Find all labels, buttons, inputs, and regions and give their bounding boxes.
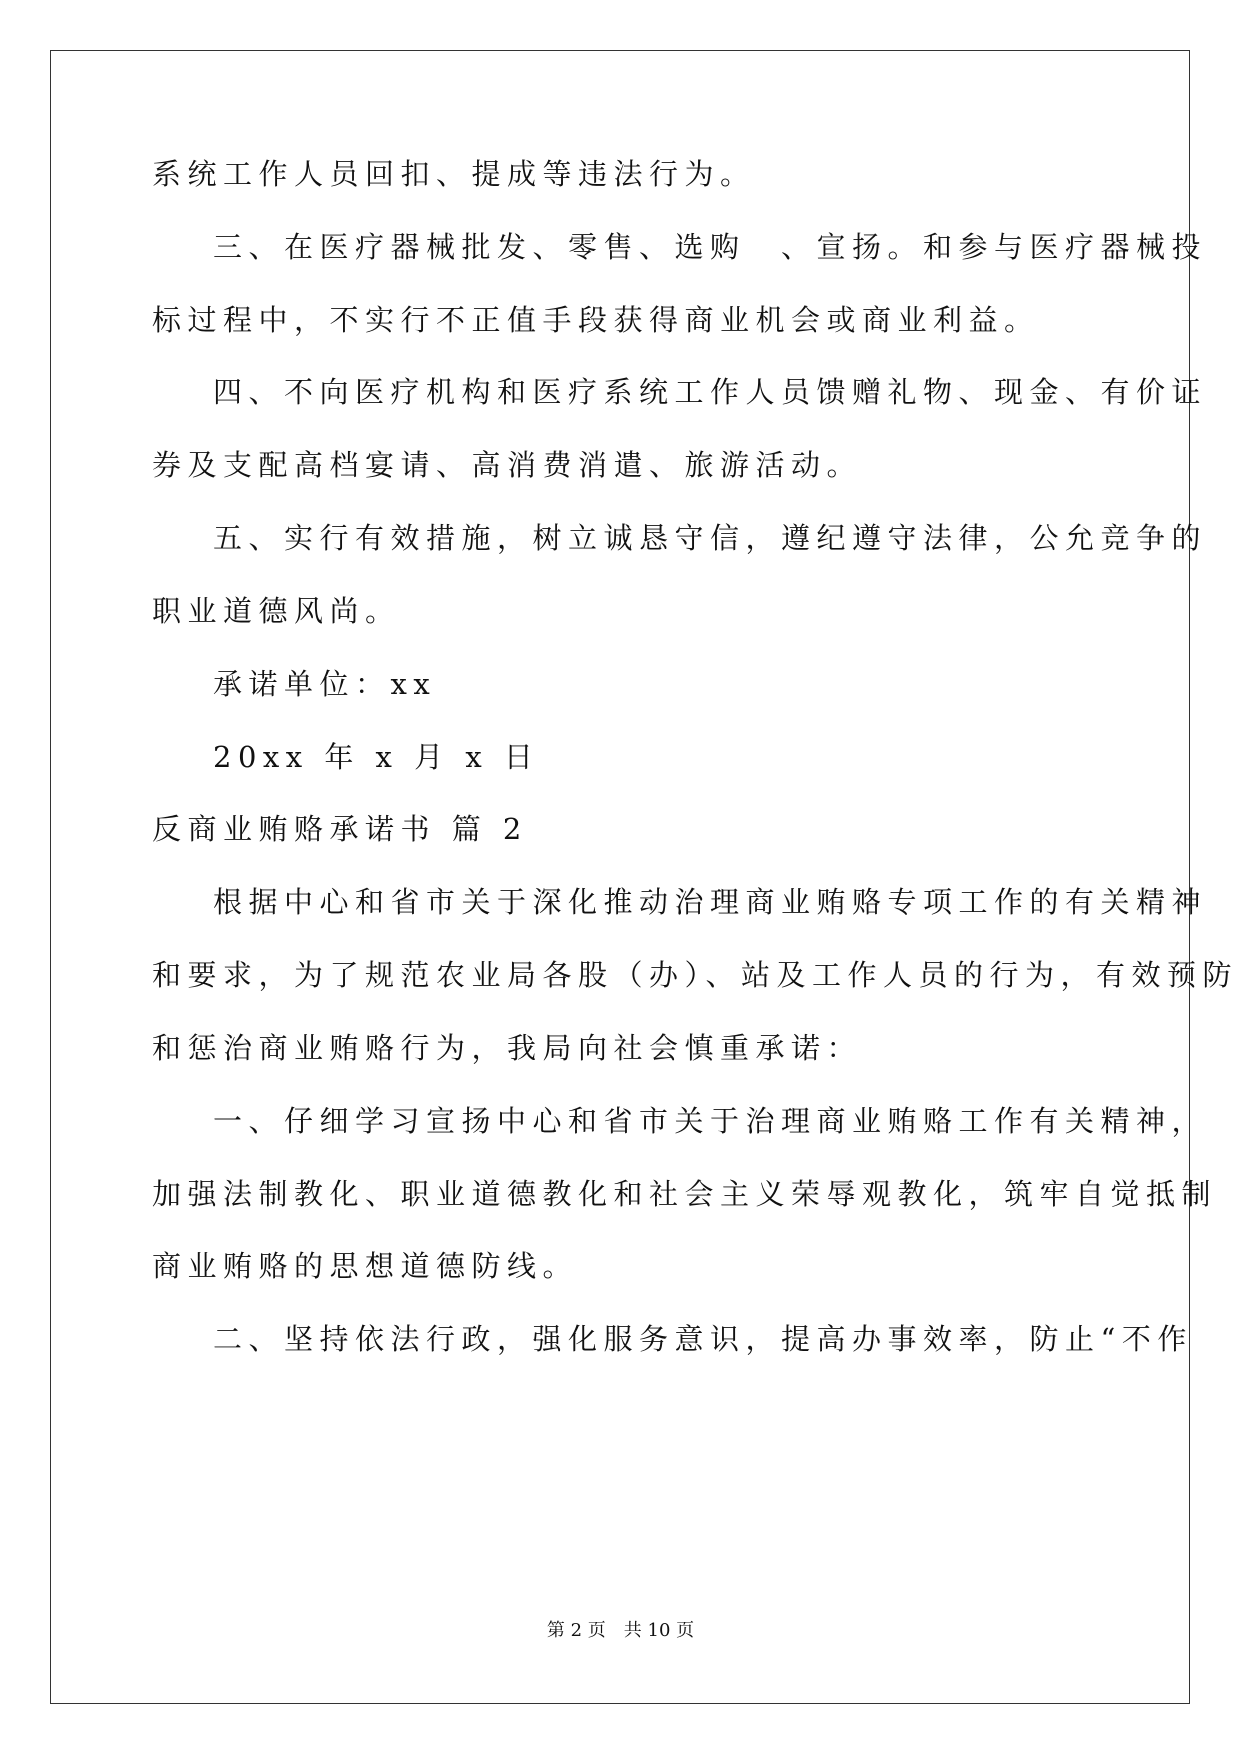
text-line: 五、实行有效措施，树立诚恳守信，遵纪遵守法律，公允竞争的 bbox=[213, 521, 1208, 555]
signature-unit: 承诺单位：xx bbox=[213, 667, 437, 701]
text-line: 职业道德风尚。 bbox=[152, 594, 401, 628]
text-line: 系统工作人员回扣、提成等违法行为。 bbox=[152, 157, 756, 191]
section-heading: 反商业贿赂承诺书 篇 2 bbox=[152, 812, 528, 846]
text-line: 标过程中，不实行不正值手段获得商业机会或商业利益。 bbox=[152, 303, 1040, 337]
text-line: 和惩治商业贿赂行为，我局向社会慎重承诺： bbox=[152, 1031, 863, 1065]
text-line: 和要求，为了规范农业局各股（办）、站及工作人员的行为，有效预防 bbox=[152, 958, 1239, 992]
page-border bbox=[50, 50, 1190, 1704]
text-line: 券及支配高档宴请、高消费消遣、旅游活动。 bbox=[152, 448, 863, 482]
text-line: 一、仔细学习宣扬中心和省市关于治理商业贿赂工作有关精神， bbox=[213, 1104, 1208, 1138]
page-number: 第 2 页 共 10 页 bbox=[546, 1620, 695, 1641]
text-line: 商业贿赂的思想道德防线。 bbox=[152, 1249, 579, 1283]
text-line: 根据中心和省市关于深化推动治理商业贿赂专项工作的有关精神 bbox=[213, 885, 1208, 919]
text-line: 四、不向医疗机构和医疗系统工作人员馈赠礼物、现金、有价证 bbox=[213, 375, 1208, 409]
text-line: 加强法制教化、职业道德教化和社会主义荣辱观教化，筑牢自觉抵制 bbox=[152, 1177, 1218, 1211]
text-line: 三、在医疗器械批发、零售、选购 、宣扬。和参与医疗器械投 bbox=[213, 230, 1208, 264]
text-line: 二、坚持依法行政，强化服务意识，提高办事效率，防止“不作 bbox=[213, 1322, 1193, 1356]
signature-date: 20xx 年 x 月 x 日 bbox=[213, 740, 540, 774]
